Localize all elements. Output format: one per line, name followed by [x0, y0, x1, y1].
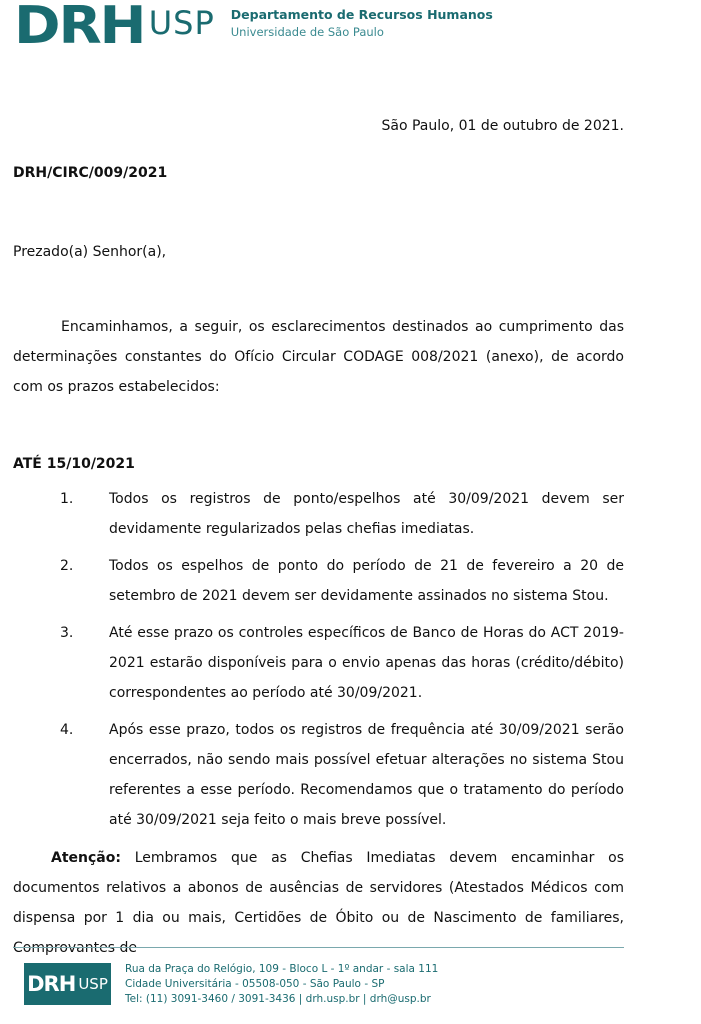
list-item-text: Após esse prazo, todos os registros de frequência até 30/09/2021 serão encerrados, não sendo mais possível efetuar alterações no sistema Stou referentes a esse período. Recomendamos que o tratamento do período até 30/09/2021 seja feito o mais breve possível. [109, 722, 624, 828]
footer-divider [13, 947, 624, 948]
list-item [13, 551, 624, 611]
usp-logo: USP [148, 4, 215, 42]
deadline-list [13, 484, 624, 842]
list-item-number: 2. [60, 558, 74, 574]
letterhead [14, 0, 493, 56]
attention-paragraph [13, 843, 624, 963]
section-title: ATÉ 15/10/2021 [13, 456, 135, 472]
footer-contact-line: Tel: (11) 3091-3460 / 3091-3436 | drh.usp.br | drh@usp.br [125, 993, 431, 1005]
letter-reference: DRH/CIRC/009/2021 [13, 165, 168, 181]
list-item-text: Todos os registros de ponto/espelhos até 30/09/2021 devem ser devidamente regularizados pelas chefias imediatas. [109, 491, 624, 537]
salutation: Prezado(a) Senhor(a), [13, 244, 167, 260]
list-item-number: 1. [60, 491, 74, 507]
footer-logo-drh: DRH [27, 972, 76, 996]
letterhead-text [231, 7, 493, 41]
drh-logo: DRH [14, 0, 145, 56]
department-name: Departamento de Recursos Humanos [230, 7, 493, 22]
footer-address: Rua da Praça do Relógio, 109 - Bloco L - 1º andar - sala 111 [125, 963, 439, 975]
university-name: Universidade de São Paulo [230, 25, 384, 39]
list-item-number: 4. [60, 722, 74, 738]
list-item-text: Até esse prazo os controles específicos de Banco de Horas do ACT 2019-2021 estarão disponíveis para o envio apenas das horas (crédito/débito) correspondentes ao período até 30/09/2021. [109, 625, 624, 701]
list-item-number: 3. [60, 625, 74, 641]
attention-label: Atenção: [51, 850, 121, 866]
letter-date: São Paulo, 01 de outubro de 2021. [381, 118, 624, 134]
footer-city: Cidade Universitária - 05508-050 - São Paulo - SP [125, 978, 385, 990]
footer-logo-usp: USP [78, 975, 108, 993]
footer-logo [24, 963, 111, 1005]
intro-paragraph: Encaminhamos, a seguir, os esclarecimentos destinados ao cumprimento das determinações constantes do Ofício Circular CODAGE 008/2021 (anexo), de acordo com os prazos estabelecidos: [13, 319, 624, 395]
footer-contact [125, 962, 438, 1007]
list-item [13, 618, 624, 708]
list-item [13, 715, 624, 835]
attention-text: Lembramos que as Chefias Imediatas devem encaminhar os documentos relativos a abonos de ausências de servidores (Atestados Médicos com dispensa por 1 dia ou mais, Certidões de Óbito ou de Nascimento de familiares, Comprovantes de [13, 850, 624, 956]
list-item [13, 484, 624, 544]
list-item-text: Todos os espelhos de ponto do período de 21 de fevereiro a 20 de setembro de 2021 devem ser devidamente assinados no sistema Stou. [109, 558, 624, 604]
